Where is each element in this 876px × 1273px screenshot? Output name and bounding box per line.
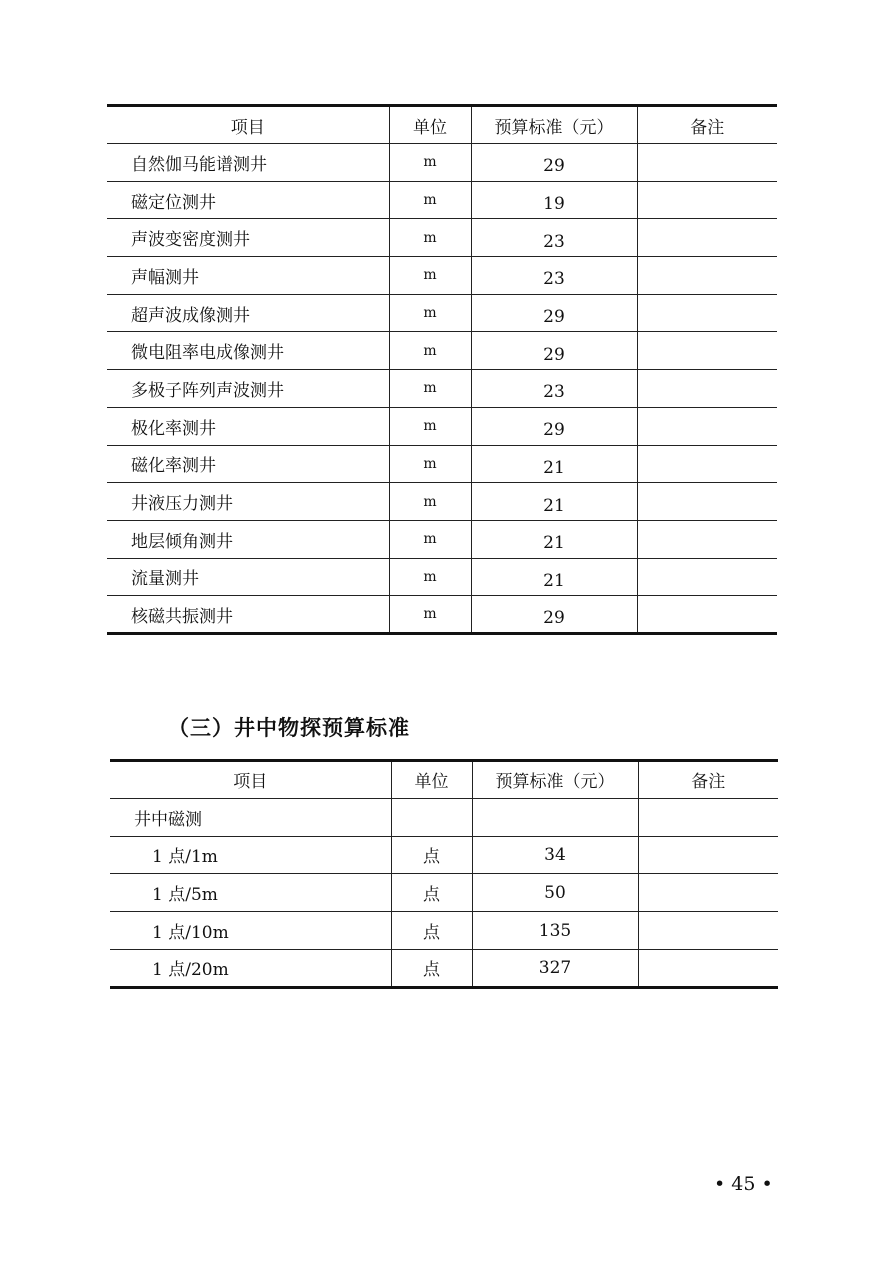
- item-cell: 磁定位测井: [107, 181, 389, 219]
- note-cell: [637, 407, 777, 445]
- table-row: [110, 949, 778, 987]
- price-cell: 327: [472, 949, 638, 987]
- item-cell: 井液压力测井: [107, 483, 389, 521]
- header-unit: 单位: [389, 106, 471, 144]
- table-row: [107, 294, 777, 332]
- price-cell: 23: [471, 370, 637, 408]
- table-row: [107, 483, 777, 521]
- table-header-row: [107, 106, 777, 144]
- unit-cell: m: [389, 445, 471, 483]
- item-cell: 流量测井: [107, 558, 389, 596]
- note-cell: [638, 912, 778, 950]
- unit-cell: m: [389, 257, 471, 295]
- unit-cell: 点: [391, 874, 472, 912]
- table-body: [110, 798, 778, 987]
- price-cell: 34: [472, 836, 638, 874]
- note-cell: [637, 558, 777, 596]
- price-cell: 50: [472, 874, 638, 912]
- table-row: [110, 912, 778, 950]
- price-cell: 21: [471, 445, 637, 483]
- note-cell: [637, 445, 777, 483]
- unit-cell: m: [389, 407, 471, 445]
- note-cell: [637, 520, 777, 558]
- item-cell: 核磁共振测井: [107, 596, 389, 634]
- price-cell: 29: [471, 294, 637, 332]
- page-number: • 45 •: [714, 1173, 773, 1195]
- unit-cell: 点: [391, 912, 472, 950]
- item-cell: 1 点/20m: [110, 949, 391, 987]
- section-heading: （三）井中物探预算标准: [168, 716, 410, 740]
- price-cell: 21: [471, 483, 637, 521]
- table-row: [107, 181, 777, 219]
- unit-cell: m: [389, 483, 471, 521]
- unit-cell: m: [389, 294, 471, 332]
- price-cell: 23: [471, 257, 637, 295]
- note-cell: [637, 332, 777, 370]
- price-cell: 135: [472, 912, 638, 950]
- note-cell: [638, 874, 778, 912]
- item-cell: 超声波成像测井: [107, 294, 389, 332]
- item-cell: 极化率测井: [107, 407, 389, 445]
- table-row: [107, 370, 777, 408]
- note-cell: [638, 836, 778, 874]
- unit-cell: 点: [391, 836, 472, 874]
- unit-cell: m: [389, 144, 471, 182]
- header-price: 预算标准（元）: [471, 106, 637, 144]
- empty-cell: [472, 798, 638, 836]
- unit-cell: m: [389, 558, 471, 596]
- table-row: [107, 445, 777, 483]
- unit-cell: m: [389, 370, 471, 408]
- note-cell: [637, 144, 777, 182]
- table-row: [107, 558, 777, 596]
- price-cell: 19: [471, 181, 637, 219]
- item-cell: 磁化率测井: [107, 445, 389, 483]
- note-cell: [638, 949, 778, 987]
- unit-cell: m: [389, 520, 471, 558]
- table-row: [107, 257, 777, 295]
- note-cell: [637, 596, 777, 634]
- item-cell: 地层倾角测井: [107, 520, 389, 558]
- empty-cell: [638, 798, 778, 836]
- item-cell: 微电阻率电成像测井: [107, 332, 389, 370]
- note-cell: [637, 219, 777, 257]
- note-cell: [637, 181, 777, 219]
- price-cell: 29: [471, 332, 637, 370]
- table-row: [110, 836, 778, 874]
- header-note: 备注: [638, 761, 778, 799]
- header-price: 预算标准（元）: [472, 761, 638, 799]
- item-cell: 1 点/10m: [110, 912, 391, 950]
- table-header-row: [110, 761, 778, 799]
- price-cell: 29: [471, 144, 637, 182]
- table-row: [107, 407, 777, 445]
- table-row: [107, 332, 777, 370]
- unit-cell: m: [389, 332, 471, 370]
- price-cell: 21: [471, 520, 637, 558]
- table-row: [107, 596, 777, 634]
- price-cell: 23: [471, 219, 637, 257]
- unit-cell: m: [389, 596, 471, 634]
- price-cell: 29: [471, 407, 637, 445]
- unit-cell: 点: [391, 949, 472, 987]
- header-item: 项目: [110, 761, 391, 799]
- group-row: [110, 798, 778, 836]
- item-cell: 多极子阵列声波测井: [107, 370, 389, 408]
- header-item: 项目: [107, 106, 389, 144]
- unit-cell: m: [389, 181, 471, 219]
- header-note: 备注: [637, 106, 777, 144]
- table-body: [107, 144, 777, 634]
- table-row: [110, 874, 778, 912]
- note-cell: [637, 483, 777, 521]
- note-cell: [637, 370, 777, 408]
- price-cell: 29: [471, 596, 637, 634]
- price-cell: 21: [471, 558, 637, 596]
- unit-cell: m: [389, 219, 471, 257]
- item-cell: 1 点/1m: [110, 836, 391, 874]
- note-cell: [637, 294, 777, 332]
- item-cell: 声波变密度测井: [107, 219, 389, 257]
- note-cell: [637, 257, 777, 295]
- item-cell: 自然伽马能谱测井: [107, 144, 389, 182]
- logging-budget-table: [107, 104, 777, 635]
- borehole-geophysics-budget-table: [110, 759, 778, 989]
- table-row: [107, 520, 777, 558]
- empty-cell: [391, 798, 472, 836]
- header-unit: 单位: [391, 761, 472, 799]
- table-row: [107, 219, 777, 257]
- item-cell: 声幅测井: [107, 257, 389, 295]
- table-row: [107, 144, 777, 182]
- item-cell: 1 点/5m: [110, 874, 391, 912]
- group-label: 井中磁测: [110, 798, 391, 836]
